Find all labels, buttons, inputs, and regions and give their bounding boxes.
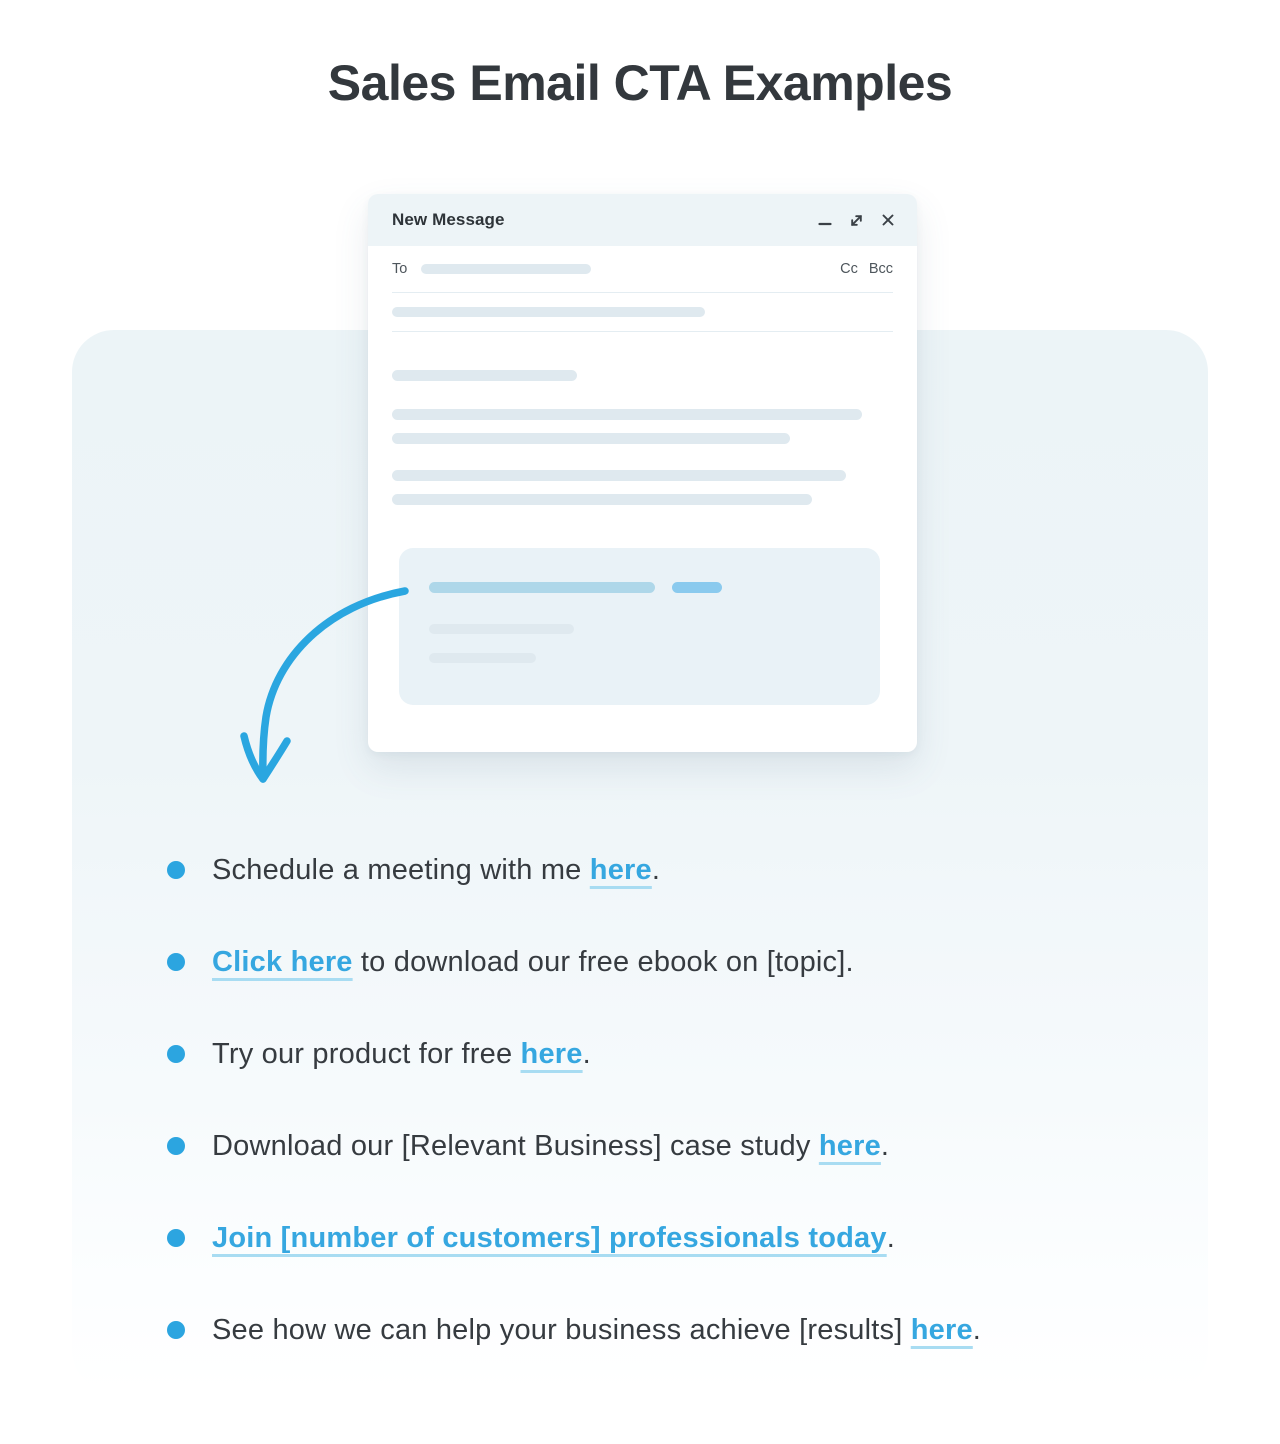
text-placeholder-line [392,470,846,481]
cta-highlight-box [399,548,880,705]
bullet-dot [167,1137,185,1155]
cta-list-item [167,848,1217,892]
minimize-icon[interactable] [818,213,832,227]
cta-link[interactable]: here [589,854,652,886]
cta-plain-text: Schedule a meeting with me [212,854,590,886]
cta-list-item [167,1124,1217,1168]
text-placeholder-line [392,409,862,420]
close-icon[interactable] [881,213,895,227]
signature-placeholder-line [429,624,574,634]
bcc-button[interactable]: Bcc [868,261,893,277]
window-controls [818,213,895,228]
text-placeholder-line [392,370,577,381]
email-window-header [368,194,917,246]
cta-plain-text: . [651,854,661,886]
cta-text [212,1032,591,1076]
cta-link[interactable]: here [818,1130,881,1162]
email-body[interactable] [368,332,917,698]
to-recipient-placeholder [421,264,591,274]
cta-plain-text: Download our [Relevant Business] case study [212,1130,819,1162]
subject-placeholder [392,307,705,317]
bullet-dot [167,861,185,879]
text-placeholder-line [392,433,790,444]
cta-text [212,1124,889,1168]
cc-button[interactable]: Cc [840,261,858,277]
bullet-dot [167,953,185,971]
cta-text [212,848,660,892]
cta-plain-text: . [582,1038,591,1070]
cta-text [212,1308,981,1352]
subject-field-row[interactable] [392,293,893,332]
cta-text-placeholder [429,582,655,593]
cta-plain-text: . [886,1222,895,1254]
cta-plain-text: . [972,1314,982,1346]
bullet-dot [167,1321,185,1339]
to-label: To [392,261,408,277]
expand-icon[interactable] [849,213,864,228]
bullet-dot [167,1045,185,1063]
cta-link-placeholder [672,582,722,593]
cta-list [167,848,1217,1400]
text-placeholder-line [392,494,812,505]
cta-link[interactable]: Click here [212,946,353,978]
cta-list-item [167,940,1217,984]
cta-list-item [167,1216,1217,1260]
cta-link[interactable]: here [910,1314,973,1346]
cta-link[interactable]: here [520,1038,583,1070]
cta-list-item [167,1308,1217,1352]
email-compose-window [368,194,917,752]
curved-arrow [228,572,443,807]
page-title: Sales Email CTA Examples [327,55,953,111]
cta-list-item [167,1032,1217,1076]
cta-plain-text: See how we can help your business achieve [results] [212,1314,911,1346]
signature-placeholder-line [429,653,536,663]
cc-bcc-group [840,261,893,277]
cta-plain-text: . [880,1130,890,1162]
cta-plain-text: to download our free ebook on [topic]. [352,946,854,978]
email-window-title: New Message [392,210,505,229]
cta-plain-text: Try our product for free [212,1038,521,1070]
bullet-dot [167,1229,185,1247]
cta-link[interactable]: Join [number of customers] professionals today [212,1222,887,1254]
cta-text [212,1216,895,1260]
cta-text [212,940,854,984]
to-field-row[interactable] [392,246,893,293]
